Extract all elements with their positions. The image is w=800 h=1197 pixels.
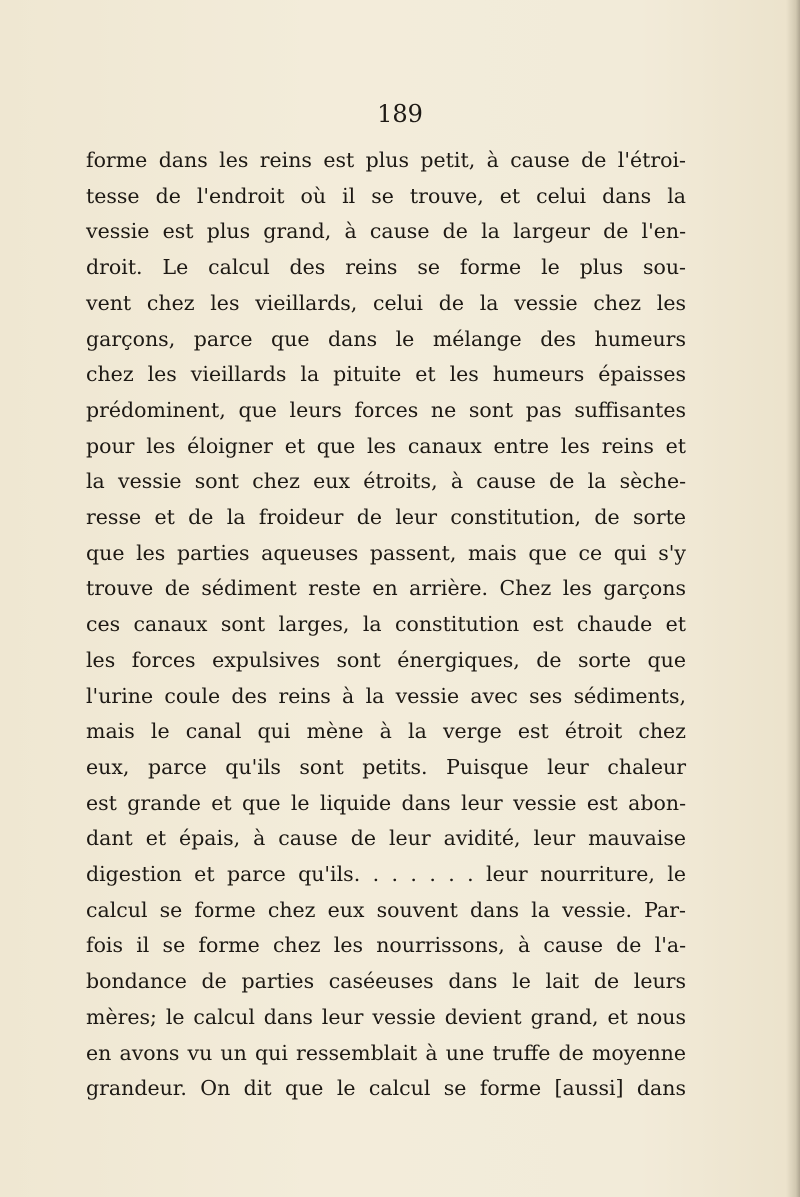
text-line: en avons vu un qui ressemblait à une truffe de moyenne <box>86 1040 686 1065</box>
text-line: resse et de la froideur de leur constitution, de sorte <box>86 505 686 530</box>
text-line: fois il se forme chez les nourrissons, à cause de l'a- <box>86 933 686 958</box>
text-line: grandeur. On dit que le calcul se forme [aussi] dans <box>86 1076 686 1101</box>
page-number: 189 <box>377 100 423 128</box>
text-line: l'urine coule des reins à la vessie avec ses sédiments, <box>86 683 686 708</box>
text-line: eux, parce qu'ils sont petits. Puisque leur chaleur <box>86 754 686 779</box>
text-line: forme dans les reins est plus petit, à cause de l'étroi- <box>86 148 686 172</box>
text-line: digestion et parce qu'ils. . . . . . . leur nourriture, le <box>86 862 686 887</box>
text-line: est grande et que le liquide dans leur vessie est abon- <box>86 790 686 815</box>
text-line: chez les vieillards la pituite et les humeurs épaisses <box>86 362 686 387</box>
text-line: pour les éloigner et que les canaux entre les reins et <box>86 433 686 458</box>
text-line: prédominent, que leurs forces ne sont pas suffisantes <box>86 397 686 422</box>
text-line: vessie est plus grand, à cause de la largeur de l'en- <box>86 219 686 244</box>
text-line: dant et épais, à cause de leur avidité, leur mauvaise <box>86 826 686 851</box>
text-line: calcul se forme chez eux souvent dans la vessie. Par- <box>86 897 686 922</box>
text-line: les forces expulsives sont énergiques, de sorte que <box>86 647 686 672</box>
text-line: bondance de parties caséeuses dans le lait de leurs <box>86 969 686 994</box>
text-line: garçons, parce que dans le mélange des humeurs <box>86 326 686 351</box>
text-line: ces canaux sont larges, la constitution est chaude et <box>86 612 686 637</box>
body-text <box>86 143 686 1107</box>
text-line: mais le canal qui mène à la verge est étroit chez <box>86 719 686 744</box>
text-line: droit. Le calcul des reins se forme le plus sou- <box>86 255 686 280</box>
text-line: mères; le calcul dans leur vessie devient grand, et nous <box>86 1004 686 1029</box>
text-line: que les parties aqueuses passent, mais que ce qui s'y <box>86 540 686 565</box>
page-edge-shadow <box>786 0 800 1197</box>
text-line: la vessie sont chez eux étroits, à cause de la sèche- <box>86 469 686 494</box>
text-line: tesse de l'endroit où il se trouve, et celui dans la <box>86 183 686 208</box>
text-line: vent chez les vieillards, celui de la vessie chez les <box>86 290 686 315</box>
text-line: trouve de sédiment reste en arrière. Chez les garçons <box>86 576 686 601</box>
